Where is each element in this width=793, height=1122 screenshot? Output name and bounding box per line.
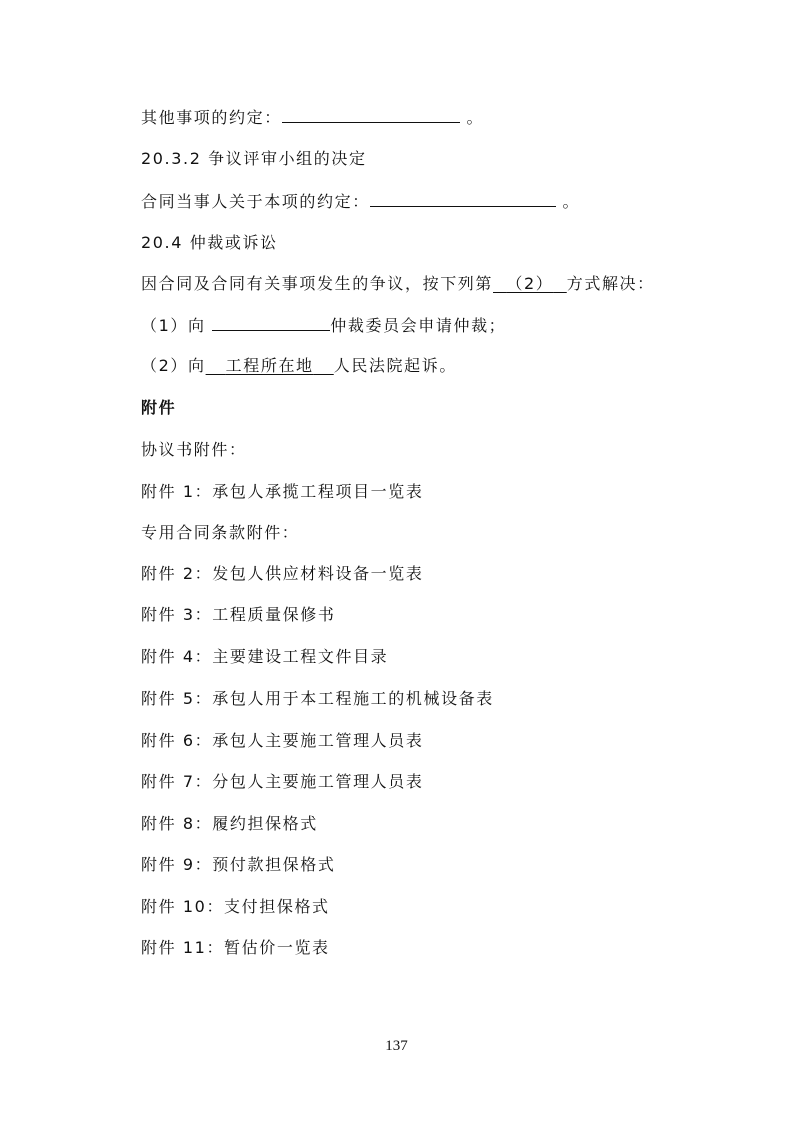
court-location: 工程所在地: [225, 356, 314, 375]
attachment-item: 附件 5：承包人用于本工程施工的机械设备表: [141, 689, 494, 708]
selected-option: （2）: [506, 274, 554, 293]
attachment-item: 附件 10：支付担保格式: [141, 897, 330, 916]
arbitration-option-line: （1）向 仲裁委员会申请仲裁；: [141, 316, 507, 335]
attachment-item: 附件 8：履约担保格式: [141, 814, 318, 833]
section-20-3-2-heading: 20.3.2 争议评审小组的决定: [141, 149, 367, 168]
attachments-heading: 附件: [141, 398, 177, 417]
dispute-resolution-line: 因合同及合同有关事项发生的争议，按下列第 （2） 方式解决：: [141, 274, 655, 293]
attachment-item: 附件 9：预付款担保格式: [141, 855, 336, 874]
litigation-option-line: （2）向 工程所在地 人民法院起诉。: [141, 356, 457, 375]
page-number: 137: [385, 1038, 408, 1054]
blank-field: [370, 190, 556, 207]
attachment-item: 附件 2：发包人供应材料设备一览表: [141, 564, 424, 583]
attachment-item: 附件 4：主要建设工程文件目录: [141, 647, 389, 666]
blank-field: [282, 106, 460, 123]
attachment-item: 附件 1：承包人承揽工程项目一览表: [141, 482, 424, 501]
special-attachments-label: 专用合同条款附件：: [141, 523, 300, 542]
attachment-item: 附件 7：分包人主要施工管理人员表: [141, 772, 424, 791]
agreement-attachments-label: 协议书附件：: [141, 440, 247, 459]
attachment-item: 附件 11：暂估价一览表: [141, 938, 330, 957]
section-20-4-heading: 20.4 仲裁或诉讼: [141, 233, 278, 252]
attachment-item: 附件 3：工程质量保修书: [141, 605, 336, 624]
attachment-item: 附件 6：承包人主要施工管理人员表: [141, 731, 424, 750]
parties-agreement-line: 合同当事人关于本项的约定： 。: [141, 192, 581, 211]
other-matters-line: 其他事项的约定： 。: [141, 108, 485, 127]
blank-field: [212, 314, 330, 331]
